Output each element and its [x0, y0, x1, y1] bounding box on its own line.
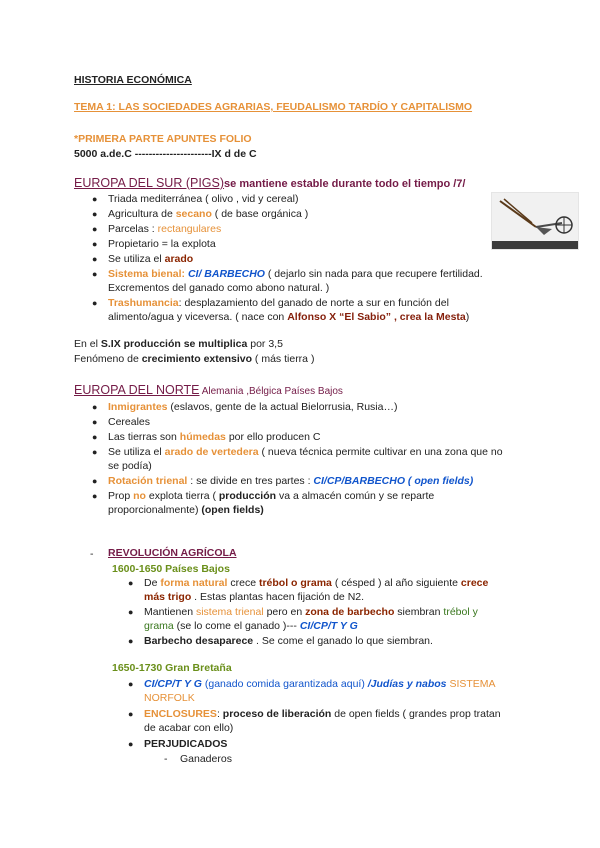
bullet-icon: ● — [92, 298, 98, 308]
bullet-icon: ● — [128, 739, 134, 749]
pb-item-sistema: Mantienen sistema trienal pero en zona de barbecho siembran trébol y — [144, 606, 478, 618]
sur-item-trashumancia-cont: alimento/agua y viceversa. ( nace con Alfonso X “El Sabio” , crea la Mesta) — [108, 311, 470, 323]
bullet-icon: ● — [92, 269, 98, 279]
periodo-paises-bajos: 1600-1650 Países Bajos — [112, 563, 230, 575]
norte-item-tierras: Las tierras son húmedas por ello producen C — [108, 431, 321, 443]
bullet-icon: ● — [92, 194, 98, 204]
bullet-icon: ● — [92, 476, 98, 486]
gb-item-perjudicados: PERJUDICADOS — [144, 738, 228, 750]
tema-heading: TEMA 1: LAS SOCIEDADES AGRARIAS, FEUDALISMO TARDÍO Y CAPITALISMO — [74, 101, 473, 113]
gb-sub-ganaderos: Ganaderos — [180, 753, 232, 765]
gb-item-norfolk: CI/CP/T Y G (ganado comida garantizada aquí) /Judías y nabos SISTEMA — [144, 678, 496, 690]
norte-item-cereales: Cereales — [108, 416, 151, 428]
sur-item-agricultura: Agricultura de secano ( de base orgánica ) — [108, 208, 309, 220]
norte-item-rotacion: Rotación trienal : se divide en tres partes : CI/CP/BARBECHO ( open fields) — [108, 475, 474, 487]
sur-crecimiento: Fenómeno de crecimiento extensivo ( más tierra ) — [74, 353, 315, 365]
sur-item-triada: Triada mediterránea ( olivo , vid y cereal) — [108, 193, 299, 205]
norte-item-inmigrantes: Inmigrantes (eslavos, gente de la actual Bielorrusia, Rusia…) — [108, 401, 398, 413]
bullet-icon: ● — [92, 402, 98, 412]
bullet-icon: ● — [128, 607, 134, 617]
plough-image — [491, 192, 579, 250]
sur-produccion: En el S.IX producción se multiplica por 3,5 — [74, 338, 283, 350]
periodo-gran-bretana: 1650-1730 Gran Bretaña — [112, 662, 232, 674]
image-caption-bar — [492, 241, 578, 249]
bullet-icon: ● — [92, 224, 98, 234]
pb-item-barbecho: Barbecho desaparece . Se come el ganado lo que siembran. — [144, 635, 433, 647]
document-title: HISTORIA ECONÓMICA — [74, 74, 192, 86]
europa-norte-heading: EUROPA DEL NORTE Alemania ,Bélgica Países Bajos — [74, 383, 343, 397]
bullet-icon: ● — [92, 447, 98, 457]
bullet-icon: ● — [92, 491, 98, 501]
sub-dash: - — [164, 753, 168, 765]
bullet-icon: ● — [128, 709, 134, 719]
bullet-icon: ● — [128, 679, 134, 689]
gb-item-enclosures: ENCLOSURES: proceso de liberación de open fields ( grandes prop tratan — [144, 708, 501, 720]
bullet-icon: ● — [92, 432, 98, 442]
gb-item-norfolk-cont: NORFOLK — [144, 692, 195, 704]
bullet-icon: ● — [92, 239, 98, 249]
norte-item-arado-cont: se podía) — [108, 460, 152, 472]
gb-item-enclosures-cont: de acabar con ello) — [144, 722, 234, 734]
sur-item-sistema-bienal-cont: Excrementos del ganado como abono natural. ) — [108, 282, 330, 294]
sur-item-propietario: Propietario = la explota — [108, 238, 216, 250]
sur-item-arado: Se utiliza el arado — [108, 253, 194, 265]
bullet-icon: ● — [92, 209, 98, 219]
norte-item-arado: Se utiliza el arado de vertedera ( nueva técnica permite cultivar en una zona que no — [108, 446, 503, 458]
europa-sur-heading: EUROPA DEL SUR (PIGS)se mantiene estable durante todo el tiempo /7/ — [74, 176, 466, 190]
pb-item-sistema-cont: grama (se lo come el ganado )--- CI/CP/T Y G — [144, 620, 358, 632]
sur-item-trashumancia: Trashumancia: desplazamiento del ganado de norte a sur en función del — [108, 297, 449, 309]
sur-item-parcelas: Parcelas : rectangulares — [108, 223, 222, 235]
pb-item-trebol: De forma natural crece trébol o grama ( césped ) al año siguiente crece — [144, 577, 489, 589]
revolucion-heading: REVOLUCIÓN AGRÍCOLA — [108, 547, 237, 559]
plough-icon — [492, 193, 578, 241]
parte-label: *PRIMERA PARTE APUNTES FOLIO — [74, 133, 252, 145]
norte-item-prop: Prop no explota tierra ( producción va a almacén común y se reparte — [108, 490, 435, 502]
sur-item-sistema-bienal: Sistema bienal: CI/ BARBECHO ( dejarlo sin nada para que recupere fertilidad. — [108, 268, 483, 280]
pb-item-trebol-cont: más trigo . Estas plantas hacen fijación de N2. — [144, 591, 365, 603]
bullet-icon: ● — [92, 254, 98, 264]
revolucion-dash: - — [90, 548, 94, 560]
periodo-label: 5000 a.de.C ----------------------IX d de C — [74, 148, 257, 160]
norte-item-prop-cont: proporcionalmente) (open fields) — [108, 504, 264, 516]
bullet-icon: ● — [92, 417, 98, 427]
bullet-icon: ● — [128, 636, 134, 646]
bullet-icon: ● — [128, 578, 134, 588]
